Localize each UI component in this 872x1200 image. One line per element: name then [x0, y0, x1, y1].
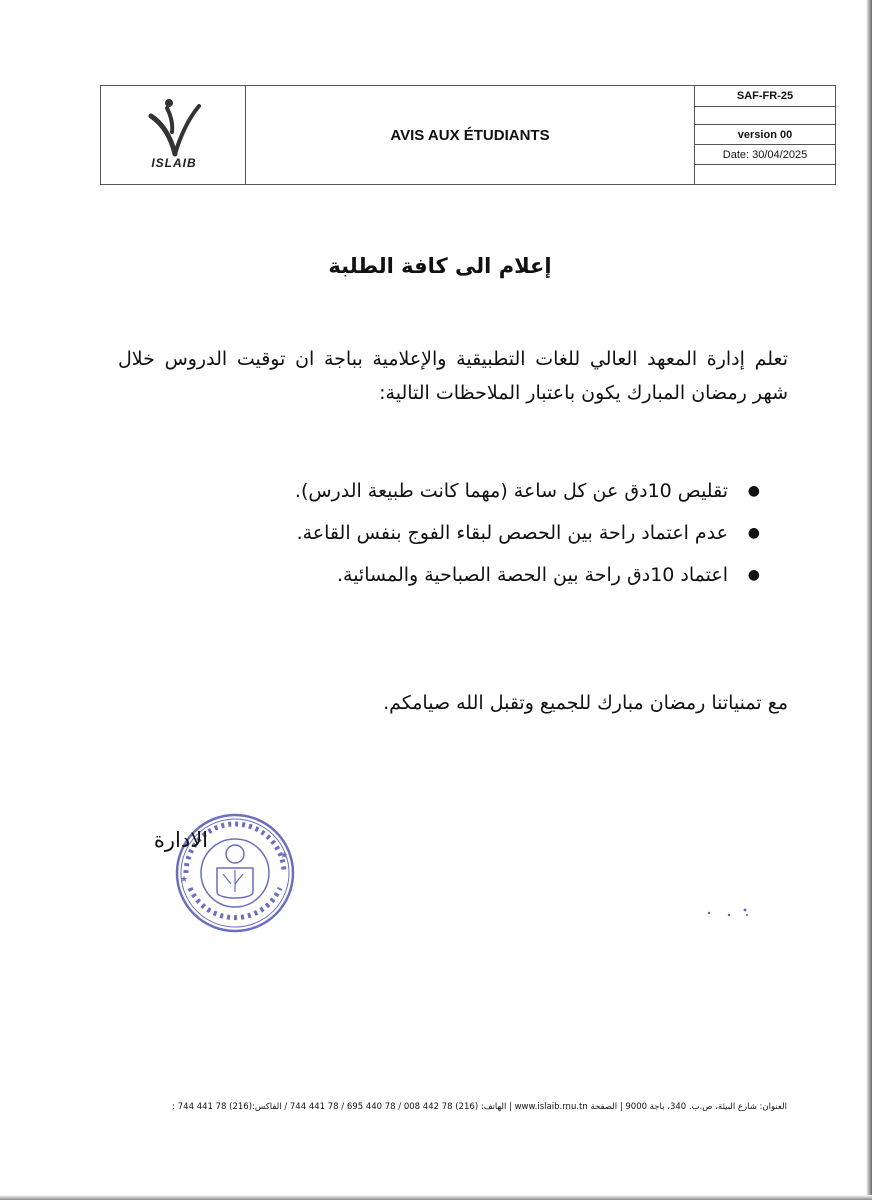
scan-edge-right: [866, 0, 872, 1200]
notice-list: [120, 470, 760, 596]
scan-edge-bottom: [0, 1195, 872, 1200]
svg-text:★: ★: [180, 875, 189, 885]
scan-speckles-icon: [705, 905, 755, 925]
notice-intro: تعلم إدارة المعهد العالي للغات التطبيقية والإعلامية بباجة ان توقيت الدروس خلال شهر رمضان المبارك يكون باعتبار الملاحظات التالية:: [118, 348, 788, 404]
doc-date: Date: 30/04/2025: [695, 145, 835, 165]
signature-administration: الادارة: [153, 828, 208, 852]
logo-cell: [101, 86, 246, 184]
document-title: AVIS AUX ÉTUDIANTS: [246, 86, 695, 184]
meta-empty-row: [695, 107, 835, 125]
list-item: ● اعتماد 10دق راحة بين الحصة الصباحية والمسائية.: [120, 554, 760, 596]
document-header-table: [100, 85, 836, 185]
islaib-logo-icon: [141, 98, 211, 158]
doc-version: version 00: [695, 125, 835, 145]
logo-wordmark: ISLAIB: [151, 156, 197, 170]
list-item: ● تقليص 10دق عن كل ساعة (مهما كانت طبيعة الدرس).: [120, 470, 760, 512]
doc-code: SAF-FR-25: [695, 86, 835, 107]
notice-heading: إعلام الى كافة الطلبة: [328, 254, 552, 278]
list-item: ● عدم اعتماد راحة بين الحصص لبقاء الفوج بنفس القاعة.: [120, 512, 760, 554]
meta-empty-row: [695, 165, 835, 184]
closing-wishes: مع تمنياتنا رمضان مبارك للجميع وتقبل الله صيامكم.: [383, 692, 788, 714]
footer-contact: العنوان: شارع البيئة، ص.ب. 340، باجة 9000 | الصفحة www.islaib.rnu.tn | الهاتف: (216) 78 442 008 / 78 440 695 / 78 441 744 / الفاكس:(216) 78 441 744 :: [172, 1102, 787, 1112]
document-meta: [695, 86, 835, 184]
svg-text:★: ★: [280, 851, 289, 861]
